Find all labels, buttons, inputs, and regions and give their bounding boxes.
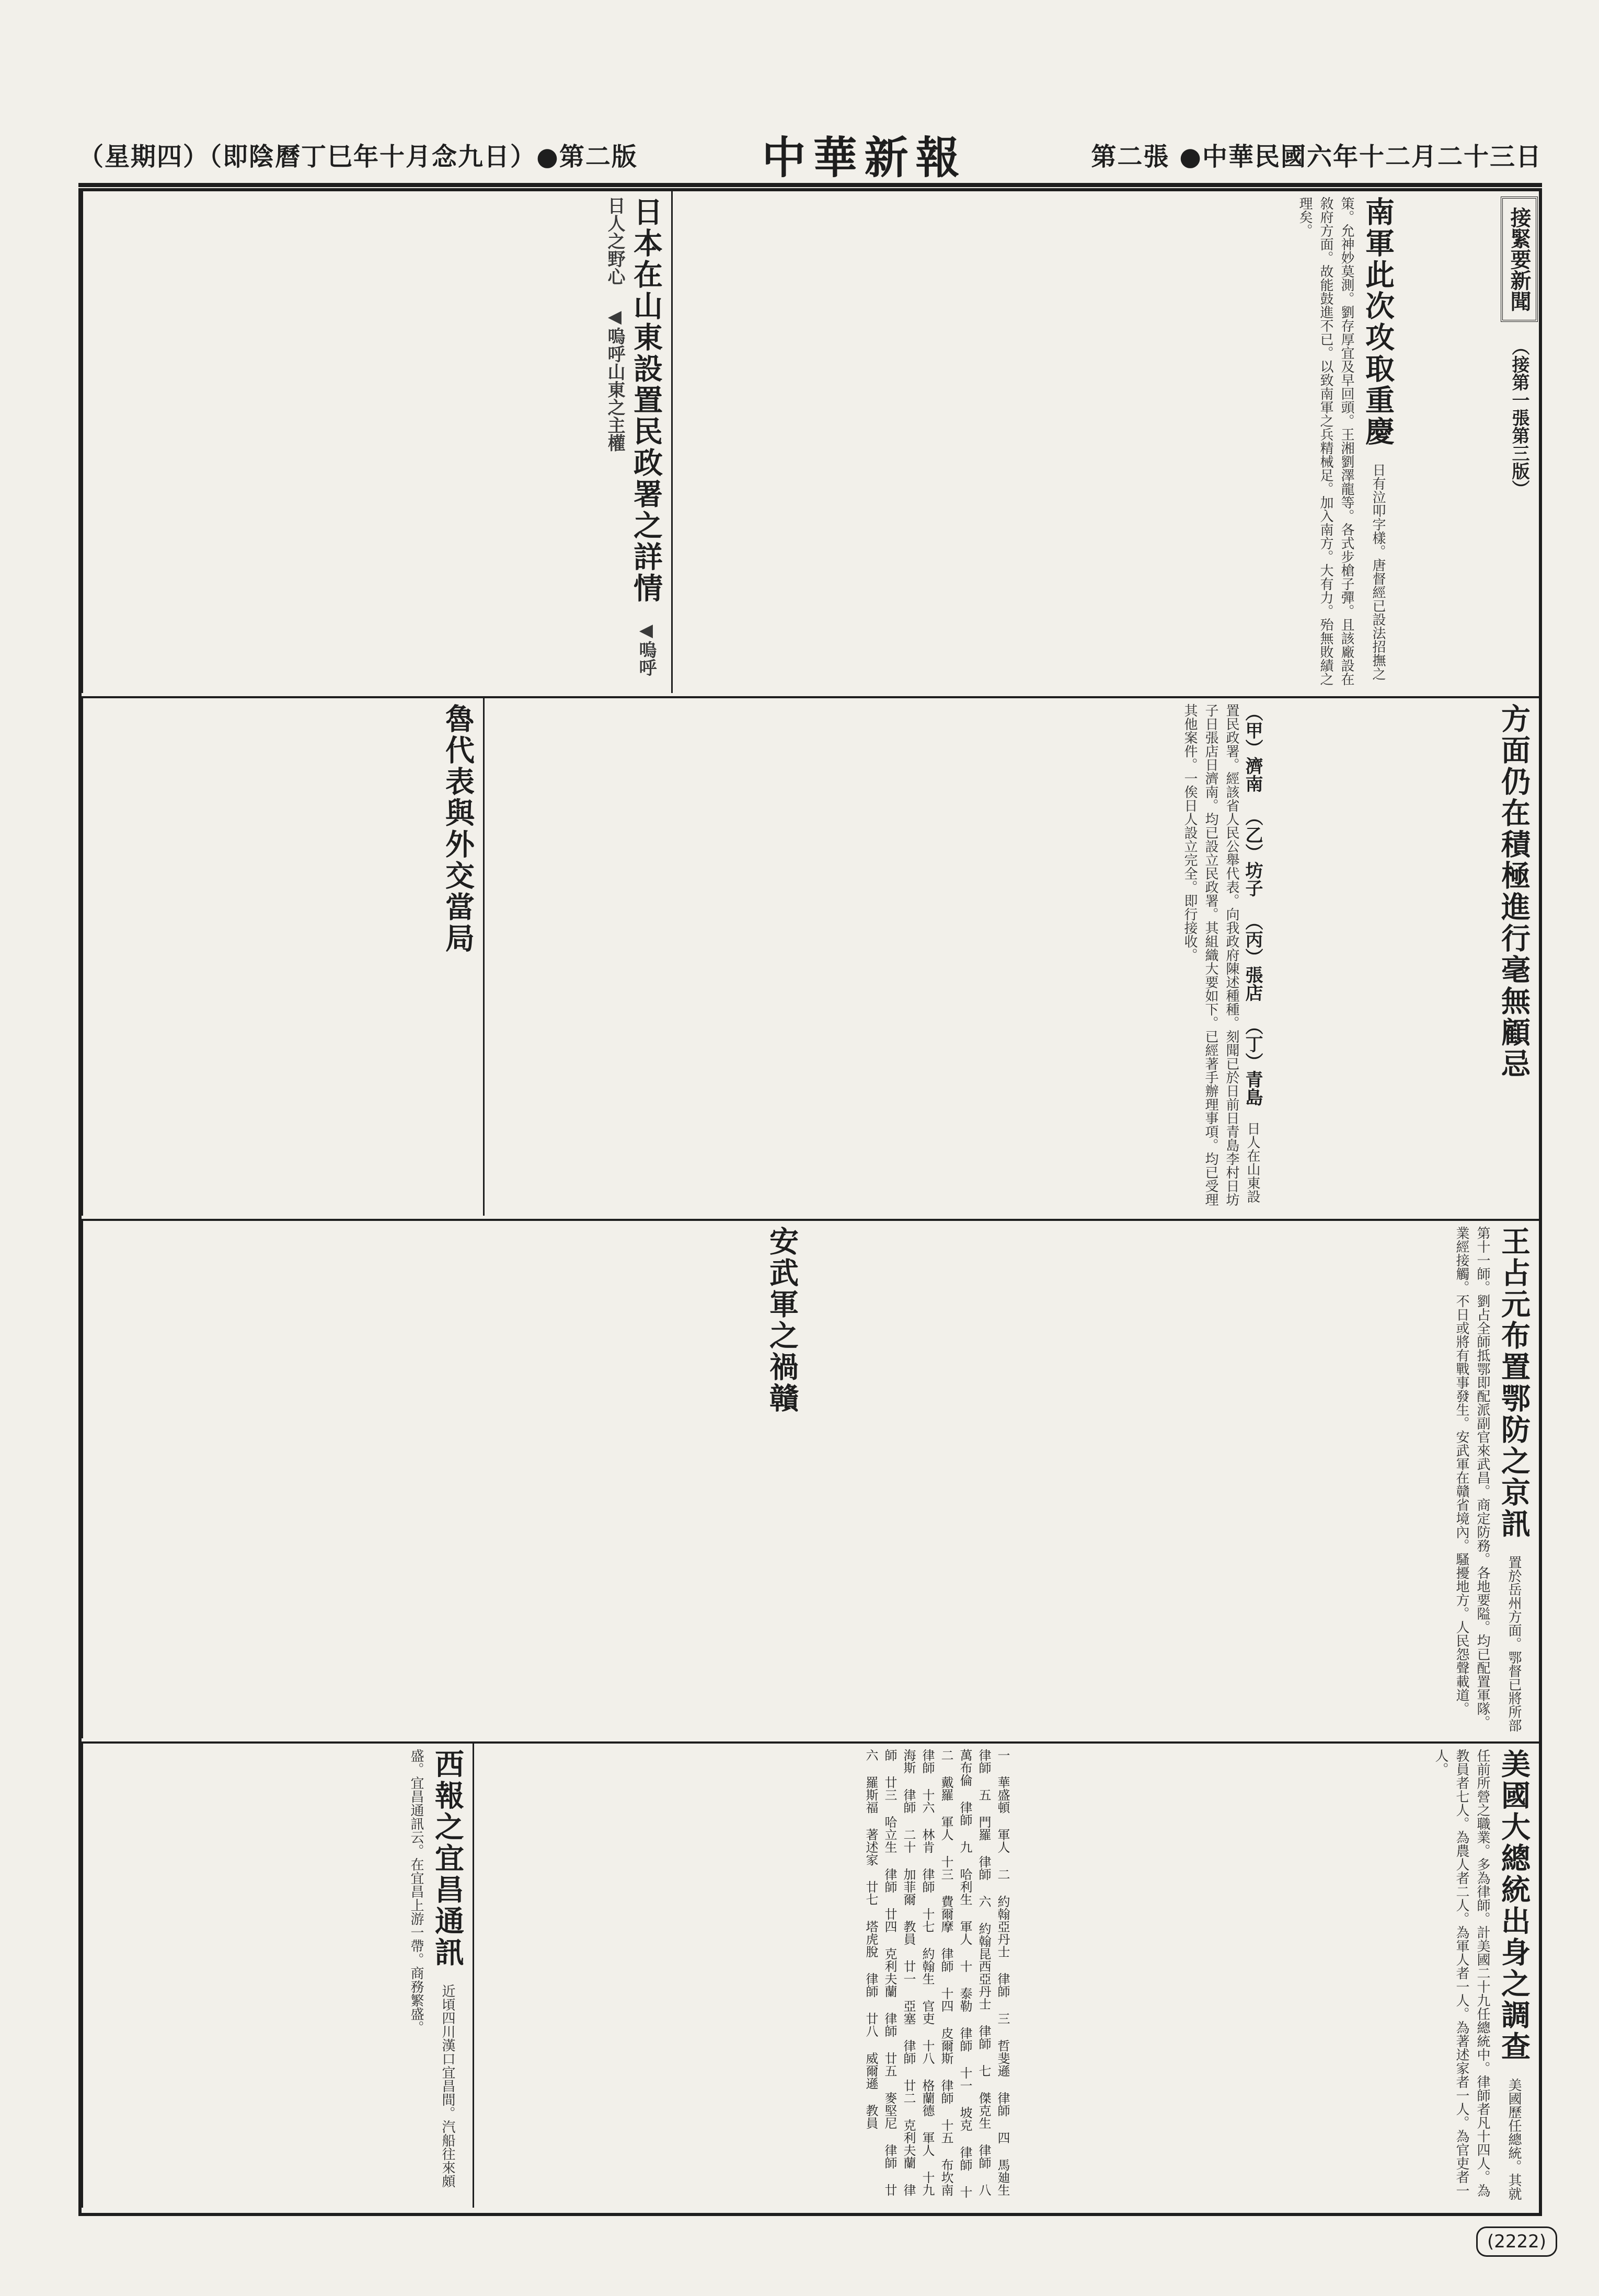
headline-shandong: 日本在山東設置民政署之詳情 bbox=[629, 197, 663, 604]
headline-us-presidents: 美國大總統出身之調查 bbox=[1497, 1749, 1531, 2062]
yichang-body: 近頃四川漢口宜昌間。汽船往來頗盛。宜昌通訊云。在宜昌上游一帶。商務繁盛。 bbox=[408, 1749, 455, 2188]
headline-chongqing: 南軍此次攻取重慶 bbox=[1361, 197, 1395, 447]
table-row: 十九 海斯 律師 bbox=[901, 1749, 935, 2196]
section-hubei-defense bbox=[82, 1221, 1539, 1744]
table-row: 十三 費爾摩 律師 bbox=[939, 1855, 953, 1972]
table-row: 十八 格蘭德 軍人 bbox=[920, 2039, 935, 2156]
shandong-article-col bbox=[82, 191, 671, 693]
table-row: 十一 坡克 律師 bbox=[958, 2067, 972, 2171]
urgent-news-box: 接緊要新聞 bbox=[1501, 197, 1538, 322]
article-frame bbox=[78, 188, 1542, 2216]
us-presidents-body: 美國歷任總統。其就任前所營之職業。多為律師。計美國二十九任總統中。律師者凡十四人。為教員者七人。為農人者二人。為軍人者一人。為著述家者一人。為官吏者一人。 bbox=[1433, 1749, 1522, 2200]
table-row: 廿一 亞塞 律師 bbox=[901, 1960, 916, 2064]
table-row: 九 哈利生 軍人 bbox=[958, 1841, 972, 1945]
table-row: 十五 布坎南 律師 bbox=[920, 1749, 953, 2196]
shandong-note: ◀嗚呼日人之野心 ◀嗚呼山東之主權 bbox=[604, 197, 657, 676]
masthead-date: 第二張 ●中華民國六年十二月二十三日 bbox=[1091, 142, 1542, 171]
table-row: 八 萬布倫 律師 bbox=[958, 1749, 991, 2196]
masthead-edition-info: （星期四）（即陰曆丁巳年十月念九日）●第二版 bbox=[78, 142, 638, 171]
table-row: 六 約翰昆西亞丹士 律師 bbox=[976, 1895, 991, 2050]
sub-qingdao: （丁）青島 bbox=[1242, 1017, 1263, 1106]
urgent-news-body: 日有泣叩字樣。唐督經已設法招撫之策。允神妙莫測。劉存厚宜及早回頭。王湘劉澤龍等。各式步槍子彈。且該廠設在敘府方面。故能鼓進不已。以致南軍之兵精械足。加入南方。大有力。殆無敗績之理矣。 bbox=[1297, 197, 1386, 686]
headline-shandong-reps: 魯代表與外交當局 bbox=[441, 703, 475, 954]
table-row: 廿四 克利夫蘭 律師 bbox=[882, 1908, 897, 2037]
headline-hubei-defense: 王占元布置鄂防之京訊 bbox=[1497, 1226, 1531, 1540]
sub-zhangdian: （丙）張店 bbox=[1242, 913, 1263, 1001]
urgent-news-header-col bbox=[1403, 191, 1539, 693]
headline-yichang: 西報之宜昌通訊 bbox=[430, 1749, 465, 1968]
civil-admin-body: 日人在山東設置民政署。經該省人民公舉代表。向我政府陳述種種。刻聞已於日前日青島李村日坊子日張店日濟南。均已設立民政署。其組織大要如下。已經著手辦理事項。均已受理其他案件。一俟日人設立完全。即行接收。 bbox=[1182, 703, 1260, 1206]
civil-admin-head-col bbox=[1267, 698, 1539, 1216]
table-row: 二十 加菲爾 教員 bbox=[901, 1828, 916, 1945]
masthead bbox=[78, 125, 1542, 187]
table-row: 十 泰勒 律師 bbox=[958, 1960, 972, 2052]
table-row: 十四 皮爾斯 律師 bbox=[939, 1987, 953, 2104]
table-row: 四 馬廸生 律師 bbox=[976, 1749, 1010, 2196]
table-row: 廿三 哈立生 律師 bbox=[882, 1776, 897, 1893]
table-row: 廿八 威爾遜 教員 bbox=[864, 2012, 878, 2129]
headline-anwu-army: 安武軍之禍贛 bbox=[765, 1226, 799, 1414]
table-row: 五 門羅 律師 bbox=[976, 1789, 991, 1880]
table-row: 三 哲斐遜 律師 bbox=[995, 2012, 1010, 2117]
us-presidents-table-col bbox=[473, 1744, 1016, 2208]
page-number: (2222) bbox=[1476, 2226, 1557, 2257]
table-row: 一 華盛頓 軍人 bbox=[995, 1749, 1010, 1853]
us-presidents-intro-col bbox=[1016, 1744, 1539, 2208]
anwu-army-col bbox=[82, 1221, 807, 1738]
sub-fangzi: （乙）坊子 bbox=[1242, 808, 1263, 897]
table-row: 廿六 羅斯福 著述家 bbox=[864, 1749, 897, 2196]
sub-jinan: （甲）濟南 bbox=[1242, 703, 1263, 792]
section-us-presidents bbox=[82, 1744, 1539, 2213]
table-row: 廿七 塔虎脫 律師 bbox=[864, 1880, 878, 1998]
section-urgent-news bbox=[82, 191, 1539, 698]
table-row: 十六 林肯 律師 bbox=[920, 1789, 935, 1893]
urgent-news-body-col bbox=[671, 191, 1403, 693]
headline-civil-admin: 方面仍在積極進行毫無顧忌 bbox=[1497, 703, 1531, 1080]
shandong-reps-col bbox=[82, 698, 483, 1216]
masthead-title: 中華新報 bbox=[762, 131, 967, 183]
urgent-news-note: （接第一張第三版） bbox=[1509, 338, 1529, 498]
yichang-report-col bbox=[82, 1744, 473, 2208]
hubei-defense-col bbox=[807, 1221, 1539, 1738]
table-row: 七 傑克生 律師 bbox=[976, 2064, 991, 2169]
table-row: 十二 戴羅 軍人 bbox=[939, 1749, 972, 2198]
table-row: 廿二 克利夫蘭 律師 bbox=[882, 1749, 916, 2196]
civil-admin-body-col bbox=[483, 698, 1267, 1216]
table-row: 十七 約翰生 官吏 bbox=[920, 1908, 935, 2025]
hubei-defense-body: 置於岳州方面。鄂督已將所部第十一師。劉占全師抵鄂即配派副官來武昌。商定防務。各地要隘。均已配置軍隊。業經接觸。不日或將有戰事發生。安武軍在贛省境內。騷擾地方。人民怨聲載道。 bbox=[1454, 1226, 1522, 1732]
section-civil-administration bbox=[82, 698, 1539, 1221]
table-row: 二 約翰亞丹士 律師 bbox=[995, 1868, 1010, 1998]
table-row: 廿五 麥堅尼 律師 bbox=[882, 2052, 897, 2169]
